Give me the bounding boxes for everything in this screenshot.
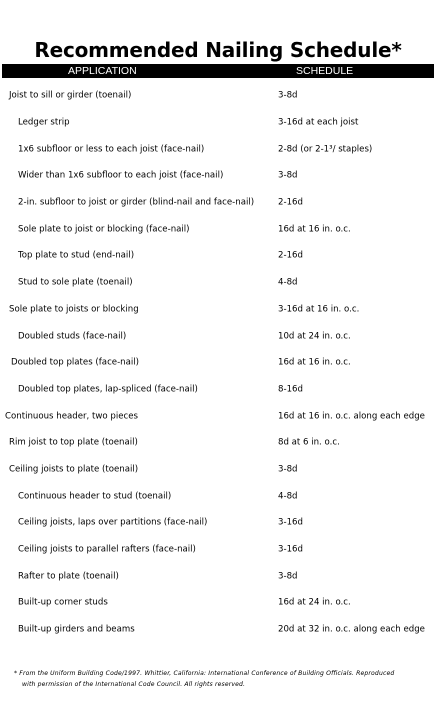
schedule-column-header: SCHEDULE bbox=[296, 65, 354, 77]
schedule-cell: 3-16d bbox=[278, 544, 303, 555]
table-row bbox=[0, 510, 436, 537]
schedule-cell: 16d at 16 in. o.c. bbox=[278, 357, 351, 368]
application-cell: Rim joist to top plate (toenail) bbox=[9, 437, 138, 448]
table-row bbox=[0, 430, 436, 457]
table-row bbox=[0, 457, 436, 484]
application-cell: Rafter to plate (toenail) bbox=[18, 570, 119, 581]
schedule-cell: 10d at 24 in. o.c. bbox=[278, 330, 351, 341]
schedule-cell: 3-16d bbox=[278, 517, 303, 528]
nailing-table bbox=[0, 83, 436, 643]
application-cell: Wider than 1x6 subfloor to each joist (face-nail) bbox=[18, 170, 224, 181]
application-column-header: APPLICATION bbox=[68, 65, 137, 77]
application-cell: Stud to sole plate (toenail) bbox=[18, 277, 133, 288]
application-cell: Built-up corner studs bbox=[18, 597, 108, 608]
footnote-line-2: with permission of the International Code Council. All rights reserved. bbox=[22, 681, 246, 688]
application-cell: Doubled studs (face-nail) bbox=[18, 330, 127, 341]
table-row bbox=[0, 216, 436, 243]
table-row bbox=[0, 483, 436, 510]
footnote bbox=[14, 668, 424, 690]
table-row bbox=[0, 323, 436, 350]
table-row bbox=[0, 110, 436, 137]
table-row bbox=[0, 350, 436, 377]
footnote-line-1: * From the Uniform Building Code/1997. Whittier, California: International Conference of Building Officials. Reproduced bbox=[14, 670, 395, 677]
application-cell: Sole plate to joist or blocking (face-nail) bbox=[18, 224, 190, 235]
table-row bbox=[0, 297, 436, 324]
application-cell: Doubled top plates, lap-spliced (face-nail) bbox=[18, 384, 198, 395]
application-cell: Continuous header to stud (toenail) bbox=[18, 490, 172, 501]
application-cell: 2-in. subfloor to joist or girder (blind-nail and face-nail) bbox=[18, 197, 255, 208]
schedule-cell: 4-8d bbox=[278, 490, 298, 501]
schedule-cell: 16d at 16 in. o.c. bbox=[278, 224, 351, 235]
schedule-cell: 3-8d bbox=[278, 170, 298, 181]
schedule-cell: 8d at 6 in. o.c. bbox=[278, 437, 340, 448]
page-title: Recommended Nailing Schedule* bbox=[34, 38, 402, 62]
schedule-cell: 20d at 32 in. o.c. along each edge bbox=[278, 624, 425, 635]
table-row bbox=[0, 403, 436, 430]
schedule-cell: 4-8d bbox=[278, 277, 298, 288]
table-row bbox=[0, 617, 436, 644]
table-row bbox=[0, 537, 436, 564]
schedule-cell: 3-16d at each joist bbox=[278, 117, 359, 128]
table-row bbox=[0, 270, 436, 297]
table-row bbox=[0, 243, 436, 270]
table-row bbox=[0, 136, 436, 163]
application-cell: Ceiling joists to plate (toenail) bbox=[9, 464, 139, 475]
application-cell: Sole plate to joists or blocking bbox=[9, 304, 139, 315]
schedule-cell: 3-8d bbox=[278, 464, 298, 475]
schedule-cell: 3-16d at 16 in. o.c. bbox=[278, 304, 360, 315]
application-cell: 1x6 subfloor or less to each joist (face-nail) bbox=[18, 143, 205, 154]
schedule-cell: 8-16d bbox=[278, 384, 303, 395]
schedule-cell: 2-8d (or 2-1³/ staples) bbox=[278, 143, 373, 154]
application-cell: Doubled top plates (face-nail) bbox=[11, 357, 140, 368]
schedule-cell: 3-8d bbox=[278, 90, 298, 101]
schedule-cell: 3-8d bbox=[278, 570, 298, 581]
schedule-cell: 2-16d bbox=[278, 250, 303, 261]
application-cell: Built-up girders and beams bbox=[18, 624, 135, 635]
table-row bbox=[0, 190, 436, 217]
application-cell: Top plate to stud (end-nail) bbox=[18, 250, 135, 261]
application-cell: Ceiling joists to parallel rafters (face-nail) bbox=[18, 544, 196, 555]
table-header bbox=[2, 64, 434, 78]
application-cell: Joist to sill or girder (toenail) bbox=[9, 90, 132, 101]
application-cell: Continuous header, two pieces bbox=[5, 410, 139, 421]
table-row bbox=[0, 377, 436, 404]
application-cell: Ledger strip bbox=[18, 117, 70, 128]
schedule-cell: 16d at 16 in. o.c. along each edge bbox=[278, 410, 425, 421]
schedule-cell: 16d at 24 in. o.c. bbox=[278, 597, 351, 608]
table-row bbox=[0, 163, 436, 190]
table-row bbox=[0, 83, 436, 110]
table-row bbox=[0, 563, 436, 590]
application-cell: Ceiling joists, laps over partitions (face-nail) bbox=[18, 517, 208, 528]
table-row bbox=[0, 590, 436, 617]
schedule-cell: 2-16d bbox=[278, 197, 303, 208]
